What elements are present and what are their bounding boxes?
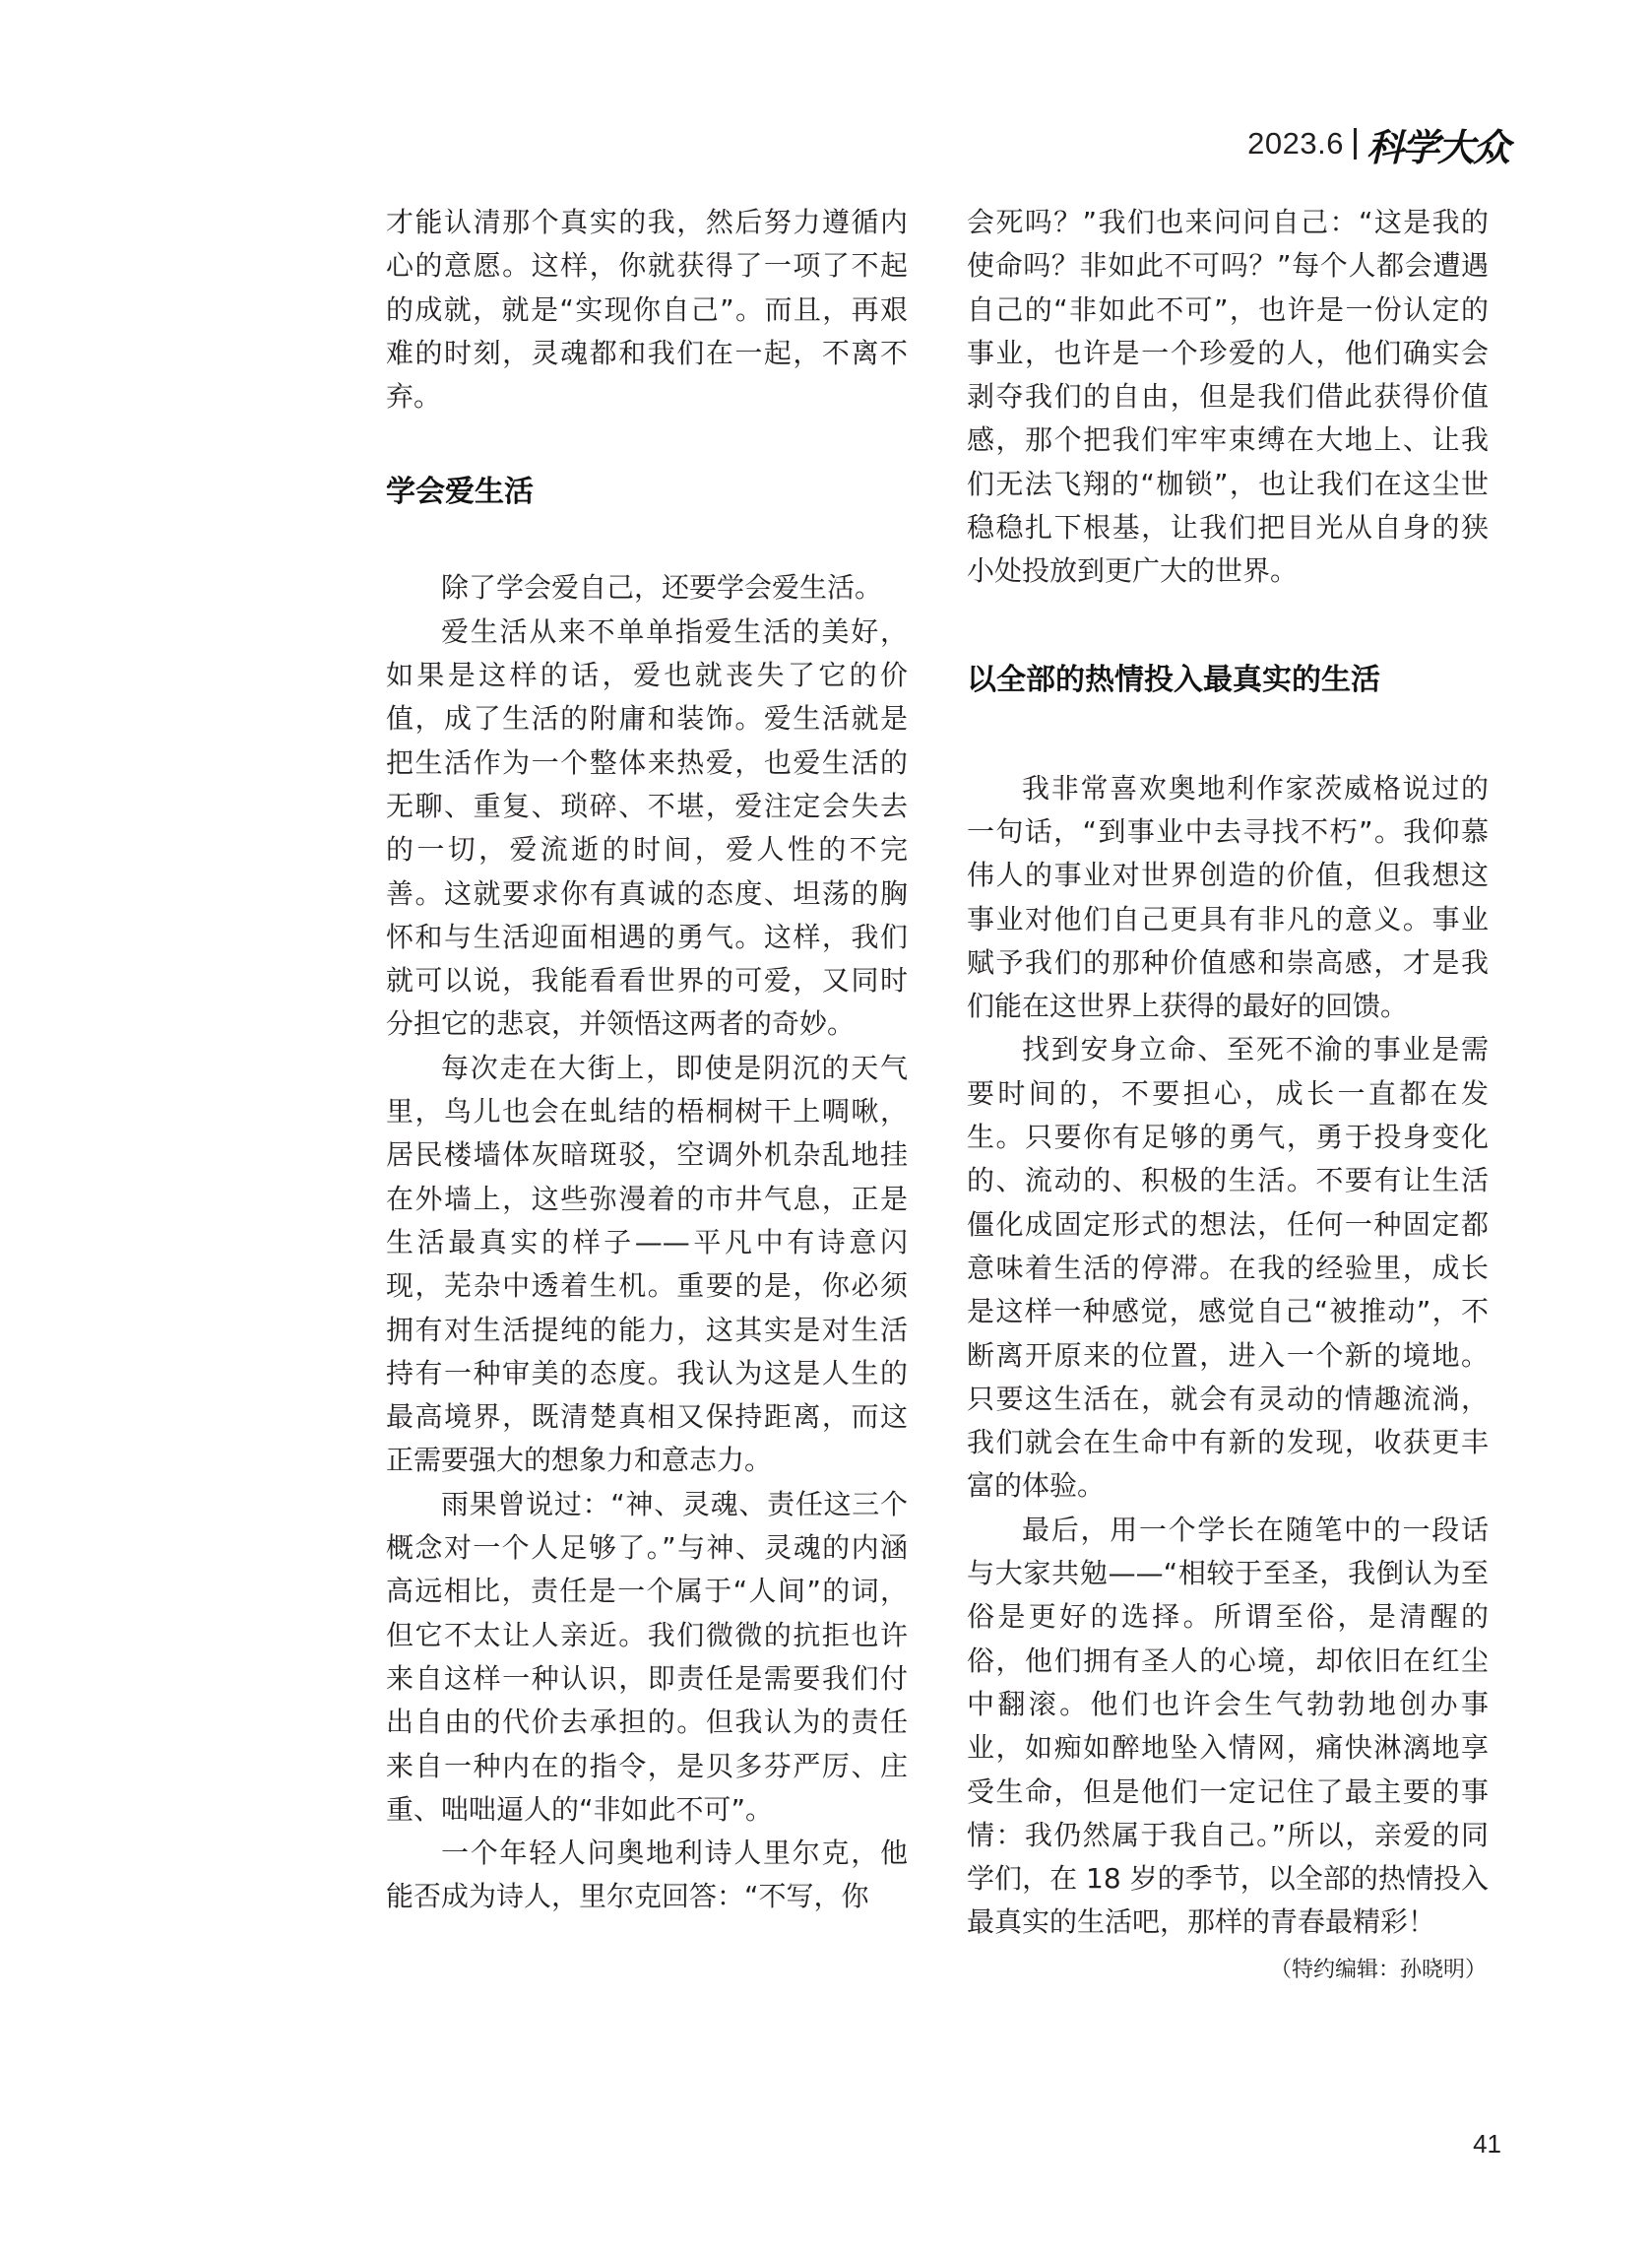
left-column <box>386 201 908 1919</box>
body-paragraph: 我非常喜欢奥地利作家茨威格说过的一句话，“到事业中去寻找不朽”。我仰慕伟人的事业对世界创造的价值，但我想这事业对他们自己更具有非凡的意义。事业赋予我们的那种价值感和崇高感，才是我们能在这世界上获得的最好的回馈。 <box>967 771 1489 1023</box>
body-paragraph: 雨果曾说过：“神、灵魂、责任这三个概念对一个人足够了。”与神、灵魂的内涵高远相比，责任是一个属于“人间”的词，但它不太让人亲近。我们微微的抗拒也许来自这样一种认识，即责任是需要我们付出自由的代价去承担的。但我认为的责任来自一种内在的指令，是贝多芬严厉、庄重、咄咄逼人的“非如此不可”。 <box>386 1487 908 1826</box>
intro-paragraph: 会死吗？”我们也来问问自己：“这是我的使命吗？非如此不可吗？”每个人都会遭遇自己的“非如此不可”，也许是一份认定的事业，也许是一个珍爱的人，他们确实会剥夺我们的自由，但是我们借此获得价值感，那个把我们牢牢束缚在大地上、让我们无法飞翔的“枷锁”，也让我们在这尘世稳稳扎下根基，让我们把目光从自身的狭小处投放到更广大的世界。 <box>967 206 1489 588</box>
page-header <box>1247 119 1508 168</box>
body-paragraph: 除了学会爱自己，还要学会爱生活。 <box>441 571 883 605</box>
page-number: 41 <box>1473 2129 1501 2159</box>
section-heading-love-life: 学会爱生活 <box>386 475 534 510</box>
body-paragraph: 最后，用一个学长在随笔中的一段话与大家共勉——“相较于至圣，我倒认为至俗是更好的选择。所谓至俗，是清醒的俗，他们拥有圣人的心境，却依旧在红尘中翻滚。他们也许会生气勃勃地创办事业，如痴如醉地坠入情网，痛快淋漓地享受生命，但是他们一定记住了最主要的事情：我仍然属于我自己。”所以，亲爱的同学们，在 18 岁的季节，以全部的热情投入最真实的生活吧，那样的青春最精彩！ <box>967 1513 1489 1939</box>
body-paragraph: 每次走在大街上，即使是阴沉的天气里，鸟儿也会在虬结的梧桐树干上啁啾，居民楼墙体灰暗斑驳，空调外机杂乱地挂在外墙上，这些弥漫着的市井气息，正是生活最真实的样子——平凡中有诗意闪现，芜杂中透着生机。重要的是，你必须拥有对生活提纯的能力，这其实是对生活持有一种审美的态度。我认为这是人生的最高境界，既清楚真相又保持距离，而这正需要强大的想象力和意志力。 <box>386 1051 908 1477</box>
body-paragraph: 找到安身立命、至死不渝的事业是需要时间的，不要担心，成长一直都在发生。只要你有足够的勇气，勇于投身变化的、流动的、积极的生活。不要有让生活僵化成固定形式的想法，任何一种固定都意味着生活的停滞。在我的经验里，成长是这样一种感觉，感觉自己“被推动”，不断离开原来的位置，进入一个新的境地。只要这生活在，就会有灵动的情趣流淌，我们就会在生命中有新的发现，收获更丰富的体验。 <box>967 1033 1489 1503</box>
section-heading-passion: 以全部的热情投入最真实的生活 <box>967 662 1380 697</box>
issue-date: 2023.6 <box>1247 126 1344 161</box>
body-paragraph: 爱生活从来不单单指爱生活的美好，如果是这样的话，爱也就丧失了它的价值，成了生活的附庸和装饰。爱生活就是把生活作为一个整体来热爱，也爱生活的无聊、重复、琐碎、不堪，爱注定会失去的一切，爱流逝的时间，爱人性的不完善。这就要求你有真诚的态度、坦荡的胸怀和与生活迎面相遇的勇气。这样，我们就可以说，我能看看世界的可爱，又同时分担它的悲哀，并领悟这两者的奇妙。 <box>386 614 908 1041</box>
magazine-logo: 科学大众 <box>1366 124 1508 169</box>
header-divider <box>1354 128 1357 160</box>
body-paragraph: 一个年轻人问奥地利诗人里尔克，他能否成为诗人，里尔克回答：“不写，你 <box>386 1837 908 1913</box>
editor-credit: （特约编辑：孙晓明） <box>1269 1957 1487 1982</box>
right-column <box>967 201 1489 1992</box>
intro-paragraph: 才能认清那个真实的我，然后努力遵循内心的意愿。这样，你就获得了一项了不起的成就，就是“实现你自己”。而且，再艰难的时刻，灵魂都和我们在一起，不离不弃。 <box>386 206 908 414</box>
